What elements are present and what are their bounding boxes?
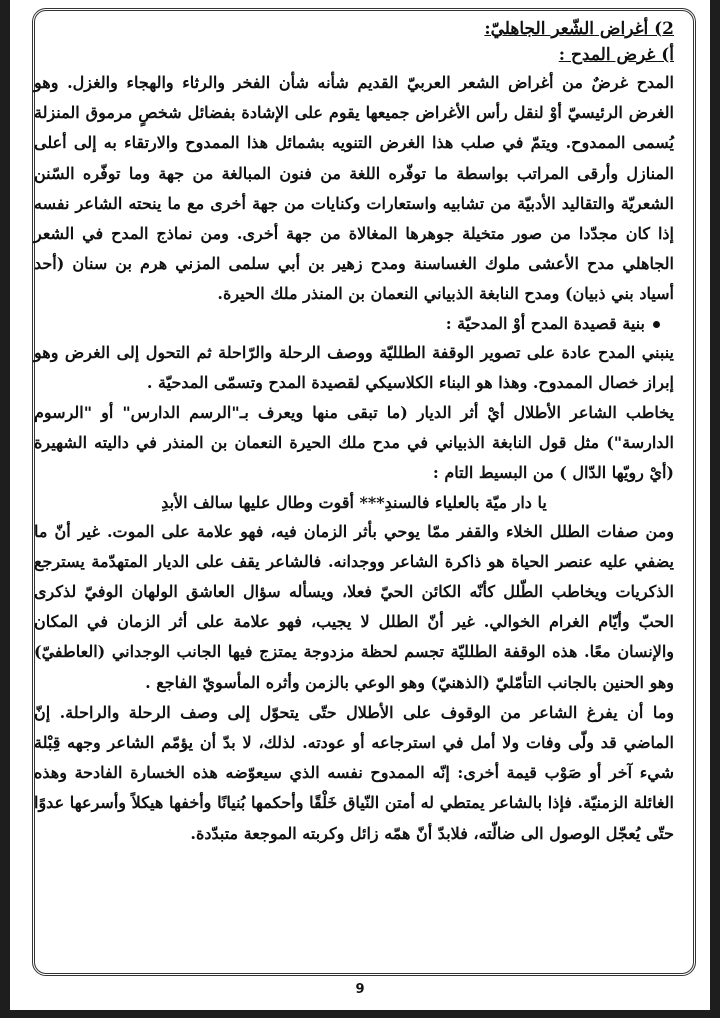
page-content	[34, 16, 674, 849]
page-number: 9	[355, 982, 365, 997]
poem-verse: يا دار ميّة بالعلياء فالسندِ*** أقوت وطال عليها سالف الأبدِ	[161, 492, 547, 512]
paragraph-structure: ينبني المدح عادة على تصوير الوقفة الطلليّة ووصف الرحلة والرّاحلة ثم التحول إلى الغرض وهو إبراز خصال الممدوح. وهذا هو البناء الكلاسيكي لقصيدة المدح وتسمّى المدحيّة .	[34, 342, 674, 392]
bullet-heading: بنية قصيدة المدح أوْ المدحيّة :	[34, 310, 660, 338]
paragraph-intro: المدح غرضٌ من أغراض الشعر العربيّ القديم شأنه شأن الفخر والرثاء والهجاء والغزل. وهو الغرض الرئيسيّ أوْ لنقل رأس الأغراض جميعها يقوم على الإشادة بفضائل شخصٍ مرموق المنزلة يُسمى الممدوح. ويتمّ في صلب هذا الغرض التنويه بشمائل هذا الممدوح والارتقاء به إلى أعلى المنازل وأرقى المراتب بواسطة ما توفّره اللغة من فنون المبالغة من جهة وما توفّره السّنن الشعريّة والتقاليد الأدبيّة من تشابيه واستعارات وكنايات من جهة أخرى مع ما ينحته الشاعر نفسه إذا كان مجدّدا من صور متخيلة جوهرها المغالاة من جهة أخرى. ومن نماذج المدح في الشعر الجاهلي مدح الأعشى ملوك الغساسنة ومدح زهير بن أبي سلمى المزني هرم بن سنان (أحد أسياد بني ذبيان) ومدح النابغة الذبياني النعمان بن المنذر ملك الحيرة.	[34, 73, 675, 304]
subsection-title: أ) غرض المدح :	[558, 45, 674, 65]
paragraph-atlal: يخاطب الشاعر الأطلال أيْ أثر الديار (ما تبقى منها ويعرف بـ"الرسم الدارس" أو "الرسوم الدارسة") مثل قول النابغة الذبياني في مدح ملك الحيرة النعمان بن المنذر في داليته الشهيرة (أيْ رويّها الدّال ) من البسيط التام :	[34, 403, 674, 483]
paragraph-ruins: ومن صفات الطلل الخلاء والقفر ممّا يوحي بأثر الزمان فيه، فهو علامة على الموت. غير أنّ ما يضفي عليه عنصر الحياة هو ذاكرة الشاعر ووجدانه. فالشاعر يقف على الديار المتهدّمة يسترجع الذكريات ويخاطب الطّلل كأنّه الكائن الحيّ فعلا، ويسأله سؤال العاشق الولهان الوفيّ لذكرى الحبّ وأيّام الغرام الخوالي. غير أنّ الطلل لا يجيب، فهو علامة على أثر الزمان في المكان والإنسان معًا. هذه الوقفة الطلليّة تجسم لحظة مزدوجة يمتزج فيها الجانب الوجداني (العاطفيّ) وهو الحنين بالجانب التأمّليّ (الذهنيّ) وهو الوعي بالزمن وأثره المأسويّ الفاجع .	[34, 521, 674, 692]
bullet-icon	[653, 321, 660, 328]
paragraph-journey: وما أن يفرغ الشاعر من الوقوف على الأطلال حتّى يتحوّل إلى وصف الرحلة والراحلة. إنّ الماضي قد ولّى وفات ولا أمل في استرجاعه أو عودته. لذلك، لا بدّ أن يؤمّم الشاعر وجهه قِبْلة شيء آخر أو صَوْب قيمة أخرى: إنّه الممدوح نفسه الذي سيعوّضه هذه الخسارة الفادحة وهذه الغائلة الزمنيّة. فإذا بالشاعر يمتطي له أمتن النّياق خَلْقًا وأحكمها بُنيانًا وأخفها هيكلاً وأسرعها عدوًا حتّى يُعجّل الوصول الى ضالّته، فلابدّ أنّ همّه زائل وكربته الموجعة متبدّدة.	[34, 702, 674, 843]
section-title: 2) أغراض الشّعر الجاهليّ:	[484, 19, 674, 39]
